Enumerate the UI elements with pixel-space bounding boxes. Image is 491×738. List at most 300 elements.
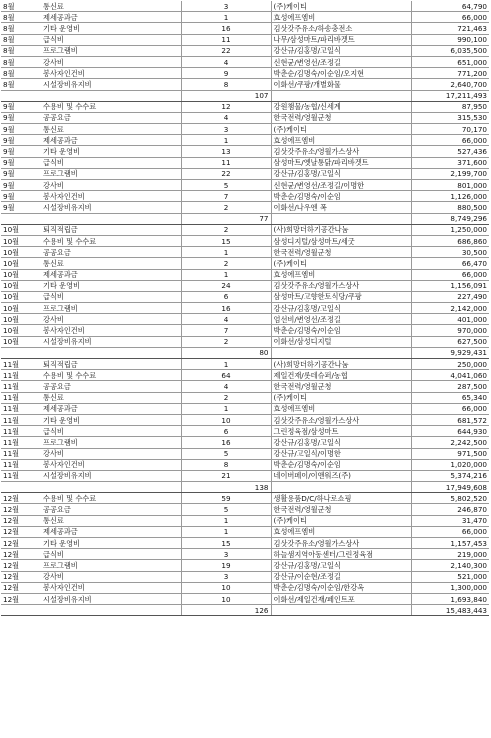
item-cell: 프로그램비 <box>41 560 181 571</box>
month-cell: 9월 <box>1 146 41 157</box>
vendor-cell: 강산규/김홍명/고일식 <box>271 437 411 448</box>
vendor-cell: 효성에프엠비 <box>271 269 411 280</box>
item-cell: 프로그램비 <box>41 168 181 179</box>
month-cell: 9월 <box>1 135 41 146</box>
table-row <box>1 34 489 45</box>
item-cell: 시설장비유지비 <box>41 336 181 347</box>
table-row <box>1 12 489 23</box>
table-row <box>1 291 489 302</box>
item-cell: 퇴직적립금 <box>41 224 181 235</box>
amount-cell: 970,000 <box>411 325 489 336</box>
table-row <box>1 23 489 34</box>
table-row <box>1 280 489 291</box>
vendor-cell <box>271 90 411 101</box>
amount-cell: 644,930 <box>411 426 489 437</box>
item-cell: 공공요금 <box>41 112 181 123</box>
subtotal-row <box>1 90 489 101</box>
item-cell <box>41 482 181 493</box>
count-cell: 11 <box>181 34 271 45</box>
vendor-cell: 강산규/이순현/조정길 <box>271 571 411 582</box>
count-cell: 1 <box>181 135 271 146</box>
expense-ledger-table <box>1 1 489 616</box>
table-row <box>1 146 489 157</box>
item-cell: 프로그램비 <box>41 303 181 314</box>
month-cell: 10월 <box>1 224 41 235</box>
month-cell: 8월 <box>1 1 41 12</box>
count-cell: 2 <box>181 392 271 403</box>
count-cell: 13 <box>181 146 271 157</box>
amount-cell: 1,020,000 <box>411 459 489 470</box>
item-cell: 제세공과금 <box>41 526 181 537</box>
month-cell: 10월 <box>1 314 41 325</box>
item-cell: 시설장비유지비 <box>41 79 181 90</box>
item-cell: 통신료 <box>41 258 181 269</box>
vendor-cell: 강산규/김홍명/고일식 <box>271 168 411 179</box>
vendor-cell: 강산규/김홍명/고일식 <box>271 560 411 571</box>
table-row <box>1 381 489 392</box>
item-cell: 강사비 <box>41 314 181 325</box>
vendor-cell: 강산규/고일식/이명한 <box>271 448 411 459</box>
amount-cell: 9,929,431 <box>411 347 489 358</box>
table-row <box>1 560 489 571</box>
vendor-cell: 한국전력/영월군청 <box>271 112 411 123</box>
month-cell: 10월 <box>1 247 41 258</box>
vendor-cell: 제일건재/롯데슈퍼/농협 <box>271 370 411 381</box>
count-cell: 4 <box>181 56 271 67</box>
table-row <box>1 448 489 459</box>
amount-cell: 2,142,000 <box>411 303 489 314</box>
vendor-cell: 강원챔물/농협/신세계 <box>271 101 411 112</box>
amount-cell: 70,170 <box>411 124 489 135</box>
amount-cell: 2,140,300 <box>411 560 489 571</box>
item-cell: 수용비 및 수수료 <box>41 370 181 381</box>
month-cell: 9월 <box>1 202 41 213</box>
amount-cell: 287,500 <box>411 381 489 392</box>
table-row <box>1 571 489 582</box>
table-row <box>1 538 489 549</box>
table-row <box>1 303 489 314</box>
count-cell: 77 <box>181 213 271 224</box>
table-row <box>1 224 489 235</box>
table-row <box>1 426 489 437</box>
month-cell <box>1 90 41 101</box>
month-cell: 11월 <box>1 381 41 392</box>
month-cell: 12월 <box>1 593 41 604</box>
vendor-cell: 이화선/나우엔 폭 <box>271 202 411 213</box>
subtotal-row <box>1 347 489 358</box>
vendor-cell: 효성에프엠비 <box>271 135 411 146</box>
table-row <box>1 459 489 470</box>
amount-cell: 721,463 <box>411 23 489 34</box>
item-cell: 퇴직적립금 <box>41 359 181 370</box>
month-cell: 8월 <box>1 34 41 45</box>
amount-cell: 6,035,500 <box>411 45 489 56</box>
table-row <box>1 247 489 258</box>
amount-cell: 1,156,091 <box>411 280 489 291</box>
count-cell: 1 <box>181 515 271 526</box>
item-cell: 기타 운영비 <box>41 280 181 291</box>
item-cell: 수용비 및 수수료 <box>41 493 181 504</box>
month-cell: 8월 <box>1 23 41 34</box>
month-cell: 9월 <box>1 112 41 123</box>
count-cell: 15 <box>181 235 271 246</box>
amount-cell: 30,500 <box>411 247 489 258</box>
month-cell: 11월 <box>1 459 41 470</box>
month-cell: 9월 <box>1 101 41 112</box>
month-cell: 12월 <box>1 515 41 526</box>
month-cell: 12월 <box>1 538 41 549</box>
count-cell: 64 <box>181 370 271 381</box>
month-cell: 12월 <box>1 560 41 571</box>
amount-cell: 2,242,500 <box>411 437 489 448</box>
month-cell: 10월 <box>1 235 41 246</box>
count-cell: 5 <box>181 504 271 515</box>
item-cell: 봉사자인건비 <box>41 459 181 470</box>
vendor-cell: 박춘순/김명숙/이순임/오지현 <box>271 68 411 79</box>
count-cell: 1 <box>181 359 271 370</box>
amount-cell: 219,000 <box>411 549 489 560</box>
month-cell: 10월 <box>1 336 41 347</box>
table-row <box>1 593 489 604</box>
vendor-cell: 이화선/삼성디지털 <box>271 336 411 347</box>
table-row <box>1 235 489 246</box>
count-cell: 8 <box>181 459 271 470</box>
vendor-cell: 한국전력/영월군청 <box>271 504 411 515</box>
item-cell: 강사비 <box>41 56 181 67</box>
count-cell: 3 <box>181 1 271 12</box>
count-cell: 4 <box>181 314 271 325</box>
vendor-cell: 김삿갓주유소/하송충전소 <box>271 23 411 34</box>
item-cell: 제세공과금 <box>41 12 181 23</box>
count-cell: 19 <box>181 560 271 571</box>
amount-cell: 1,693,840 <box>411 593 489 604</box>
count-cell: 2 <box>181 202 271 213</box>
vendor-cell: 김삿갓주유소/영월가스상사 <box>271 538 411 549</box>
table-row <box>1 45 489 56</box>
amount-cell: 1,126,000 <box>411 191 489 202</box>
month-cell: 10월 <box>1 303 41 314</box>
count-cell: 2 <box>181 224 271 235</box>
amount-cell: 66,000 <box>411 403 489 414</box>
amount-cell: 801,000 <box>411 180 489 191</box>
count-cell: 12 <box>181 101 271 112</box>
ledger-body <box>1 1 489 616</box>
vendor-cell: 박춘순/김명숙/이순임/한강옥 <box>271 582 411 593</box>
vendor-cell: 생활용품D/C/하나로쇼핑 <box>271 493 411 504</box>
subtotal-row <box>1 482 489 493</box>
amount-cell: 2,640,700 <box>411 79 489 90</box>
count-cell: 7 <box>181 191 271 202</box>
count-cell: 3 <box>181 124 271 135</box>
amount-cell: 31,470 <box>411 515 489 526</box>
table-row <box>1 549 489 560</box>
amount-cell: 771,200 <box>411 68 489 79</box>
month-cell: 9월 <box>1 191 41 202</box>
table-row <box>1 101 489 112</box>
amount-cell: 17,211,493 <box>411 90 489 101</box>
amount-cell: 990,100 <box>411 34 489 45</box>
amount-cell: 371,600 <box>411 157 489 168</box>
vendor-cell: 김삿갓주유소/영월가스상사 <box>271 280 411 291</box>
amount-cell: 250,000 <box>411 359 489 370</box>
month-cell: 11월 <box>1 414 41 425</box>
vendor-cell <box>271 213 411 224</box>
item-cell: 강사비 <box>41 448 181 459</box>
month-cell: 11월 <box>1 392 41 403</box>
amount-cell: 681,572 <box>411 414 489 425</box>
item-cell: 통신료 <box>41 392 181 403</box>
month-cell: 11월 <box>1 470 41 481</box>
vendor-cell: 강산규/김홍명/고일식 <box>271 303 411 314</box>
month-cell: 10월 <box>1 325 41 336</box>
table-row <box>1 124 489 135</box>
table-row <box>1 68 489 79</box>
vendor-cell: 효성에프엠비 <box>271 12 411 23</box>
count-cell: 1 <box>181 403 271 414</box>
count-cell: 2 <box>181 258 271 269</box>
count-cell: 4 <box>181 112 271 123</box>
item-cell <box>41 605 181 616</box>
amount-cell: 971,500 <box>411 448 489 459</box>
item-cell: 급식비 <box>41 291 181 302</box>
amount-cell: 66,000 <box>411 269 489 280</box>
item-cell <box>41 90 181 101</box>
month-cell: 12월 <box>1 504 41 515</box>
month-cell: 9월 <box>1 157 41 168</box>
count-cell: 24 <box>181 280 271 291</box>
count-cell: 22 <box>181 45 271 56</box>
vendor-cell: 엄선비/변영선/조정길 <box>271 314 411 325</box>
table-row <box>1 582 489 593</box>
count-cell: 21 <box>181 470 271 481</box>
item-cell: 기타 운영비 <box>41 146 181 157</box>
amount-cell: 527,436 <box>411 146 489 157</box>
amount-cell: 66,000 <box>411 526 489 537</box>
vendor-cell: (주)케이티 <box>271 515 411 526</box>
count-cell: 5 <box>181 180 271 191</box>
month-cell <box>1 605 41 616</box>
count-cell: 3 <box>181 571 271 582</box>
month-cell: 9월 <box>1 180 41 191</box>
item-cell: 기타 운영비 <box>41 414 181 425</box>
month-cell: 10월 <box>1 280 41 291</box>
table-row <box>1 168 489 179</box>
vendor-cell: 신현균/변영선/조정길/이명한 <box>271 180 411 191</box>
table-row <box>1 1 489 12</box>
item-cell: 시설장비유지비 <box>41 593 181 604</box>
count-cell: 10 <box>181 414 271 425</box>
vendor-cell: 한국전력/영월군청 <box>271 381 411 392</box>
month-cell: 8월 <box>1 56 41 67</box>
month-cell: 10월 <box>1 258 41 269</box>
amount-cell: 880,500 <box>411 202 489 213</box>
table-row <box>1 470 489 481</box>
count-cell: 2 <box>181 336 271 347</box>
vendor-cell: 박춘순/김명숙/이순임 <box>271 459 411 470</box>
count-cell: 138 <box>181 482 271 493</box>
table-row <box>1 437 489 448</box>
vendor-cell: (사)희망더하기공간나눔 <box>271 359 411 370</box>
month-cell: 8월 <box>1 68 41 79</box>
amount-cell: 4,041,060 <box>411 370 489 381</box>
vendor-cell: 나무/삼성마트/파리바겟트 <box>271 34 411 45</box>
amount-cell: 15,483,443 <box>411 605 489 616</box>
amount-cell: 66,000 <box>411 135 489 146</box>
vendor-cell: 삼성디지털/삼성마트/세굿 <box>271 235 411 246</box>
count-cell: 1 <box>181 269 271 280</box>
month-cell: 12월 <box>1 549 41 560</box>
vendor-cell: 강산규/김홍명/고일식 <box>271 45 411 56</box>
table-row <box>1 112 489 123</box>
month-cell: 11월 <box>1 426 41 437</box>
count-cell: 11 <box>181 157 271 168</box>
amount-cell: 8,749,296 <box>411 213 489 224</box>
count-cell: 1 <box>181 247 271 258</box>
item-cell <box>41 213 181 224</box>
vendor-cell: 네이버페이/이앤워즈(주) <box>271 470 411 481</box>
table-row <box>1 56 489 67</box>
count-cell: 10 <box>181 582 271 593</box>
item-cell: 공공요금 <box>41 247 181 258</box>
count-cell: 16 <box>181 437 271 448</box>
count-cell: 1 <box>181 12 271 23</box>
count-cell: 8 <box>181 79 271 90</box>
item-cell: 봉사자인건비 <box>41 68 181 79</box>
month-cell <box>1 213 41 224</box>
subtotal-row <box>1 213 489 224</box>
item-cell: 공공요금 <box>41 381 181 392</box>
count-cell: 9 <box>181 68 271 79</box>
subtotal-row <box>1 605 489 616</box>
count-cell: 16 <box>181 303 271 314</box>
amount-cell: 651,000 <box>411 56 489 67</box>
count-cell: 5 <box>181 448 271 459</box>
count-cell: 6 <box>181 426 271 437</box>
table-row <box>1 157 489 168</box>
item-cell <box>41 347 181 358</box>
table-row <box>1 515 489 526</box>
amount-cell: 5,802,520 <box>411 493 489 504</box>
count-cell: 59 <box>181 493 271 504</box>
item-cell: 제세공과금 <box>41 403 181 414</box>
item-cell: 수용비 및 수수료 <box>41 235 181 246</box>
count-cell: 22 <box>181 168 271 179</box>
table-row <box>1 526 489 537</box>
item-cell: 급식비 <box>41 157 181 168</box>
count-cell: 3 <box>181 549 271 560</box>
month-cell <box>1 347 41 358</box>
count-cell: 15 <box>181 538 271 549</box>
month-cell: 9월 <box>1 124 41 135</box>
vendor-cell: 이화선/쿠팡/개별화물 <box>271 79 411 90</box>
item-cell: 시설장비유지비 <box>41 202 181 213</box>
table-row <box>1 403 489 414</box>
amount-cell: 66,000 <box>411 12 489 23</box>
amount-cell: 686,860 <box>411 235 489 246</box>
amount-cell: 1,250,000 <box>411 224 489 235</box>
amount-cell: 87,950 <box>411 101 489 112</box>
table-row <box>1 314 489 325</box>
table-row <box>1 191 489 202</box>
month-cell: 8월 <box>1 79 41 90</box>
vendor-cell: (주)케이티 <box>271 1 411 12</box>
vendor-cell: (주)케이티 <box>271 124 411 135</box>
amount-cell: 1,157,453 <box>411 538 489 549</box>
amount-cell: 2,199,700 <box>411 168 489 179</box>
table-row <box>1 79 489 90</box>
amount-cell: 521,000 <box>411 571 489 582</box>
item-cell: 통신료 <box>41 1 181 12</box>
vendor-cell: (주)케이티 <box>271 258 411 269</box>
count-cell: 7 <box>181 325 271 336</box>
table-row <box>1 504 489 515</box>
month-cell: 12월 <box>1 571 41 582</box>
vendor-cell: 삼성마트/고향한토식당/쿠팡 <box>271 291 411 302</box>
item-cell: 급식비 <box>41 549 181 560</box>
count-cell: 6 <box>181 291 271 302</box>
count-cell: 80 <box>181 347 271 358</box>
amount-cell: 246,870 <box>411 504 489 515</box>
count-cell: 1 <box>181 526 271 537</box>
count-cell: 4 <box>181 381 271 392</box>
item-cell: 제세공과금 <box>41 135 181 146</box>
month-cell: 11월 <box>1 437 41 448</box>
vendor-cell: (주)케이티 <box>271 392 411 403</box>
table-row <box>1 493 489 504</box>
amount-cell: 5,374,216 <box>411 470 489 481</box>
amount-cell: 1,300,000 <box>411 582 489 593</box>
item-cell: 기타 운영비 <box>41 538 181 549</box>
item-cell: 통신료 <box>41 124 181 135</box>
month-cell: 11월 <box>1 359 41 370</box>
vendor-cell: 박춘순/김명숙/이순임 <box>271 325 411 336</box>
vendor-cell <box>271 482 411 493</box>
month-cell: 12월 <box>1 526 41 537</box>
amount-cell: 315,530 <box>411 112 489 123</box>
item-cell: 강사비 <box>41 180 181 191</box>
month-cell: 11월 <box>1 370 41 381</box>
item-cell: 기타 운영비 <box>41 23 181 34</box>
count-cell: 16 <box>181 23 271 34</box>
item-cell: 제세공과금 <box>41 269 181 280</box>
table-row <box>1 269 489 280</box>
table-row <box>1 392 489 403</box>
item-cell: 프로그램비 <box>41 437 181 448</box>
vendor-cell: (사)희망더하기공간나눔 <box>271 224 411 235</box>
count-cell: 107 <box>181 90 271 101</box>
vendor-cell: 김삿갓주유소/영월가스상사 <box>271 146 411 157</box>
amount-cell: 227,490 <box>411 291 489 302</box>
month-cell: 8월 <box>1 12 41 23</box>
amount-cell: 64,790 <box>411 1 489 12</box>
item-cell: 급식비 <box>41 426 181 437</box>
count-cell: 126 <box>181 605 271 616</box>
table-row <box>1 370 489 381</box>
vendor-cell: 김삿갓주유소/영월가스상사 <box>271 414 411 425</box>
amount-cell: 627,500 <box>411 336 489 347</box>
table-row <box>1 202 489 213</box>
amount-cell: 65,340 <box>411 392 489 403</box>
item-cell: 시설장비유지비 <box>41 470 181 481</box>
table-row <box>1 414 489 425</box>
item-cell: 강사비 <box>41 571 181 582</box>
item-cell: 봉사자인건비 <box>41 582 181 593</box>
month-cell: 10월 <box>1 291 41 302</box>
item-cell: 프로그램비 <box>41 45 181 56</box>
vendor-cell: 효성에프엠비 <box>271 403 411 414</box>
item-cell: 봉사자인건비 <box>41 191 181 202</box>
table-row <box>1 336 489 347</box>
